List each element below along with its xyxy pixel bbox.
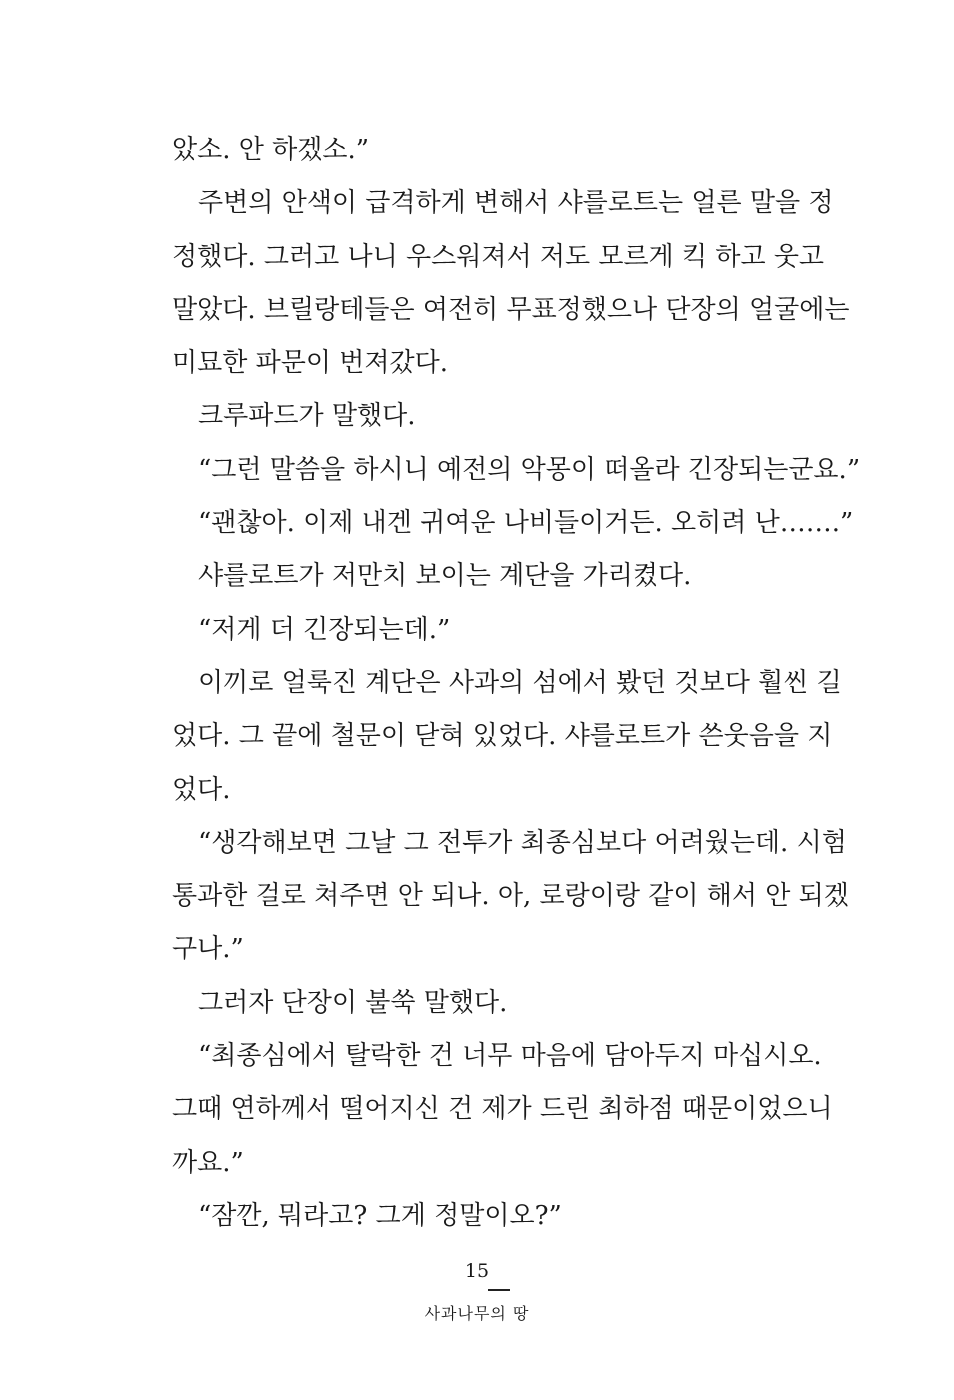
text-line: “잠깐, 뭐라고? 그게 정말이오?”	[198, 1200, 562, 1231]
text-line: “최종심에서 탈락한 건 너무 마음에 담아두지 마십시오.	[198, 1041, 822, 1072]
text-line: “그런 말씀을 하시니 예전의 악몽이 떠올라 긴장되는군요.”	[198, 454, 861, 485]
text-line: 크루파드가 말했다.	[198, 401, 416, 432]
text-line: 주변의 안색이 급격하게 변해서 샤를로트는 얼른 말을 정	[198, 188, 834, 219]
text-line: 었다.	[172, 774, 231, 805]
text-line: “생각해보면 그날 그 전투가 최종심보다 어려웠는데. 시험	[198, 827, 847, 858]
text-line: “괜찮아. 이제 내겐 귀여운 나비들이거든. 오히려 난…….”	[198, 508, 854, 539]
text-line: 그러자 단장이 불쑥 말했다.	[198, 987, 508, 1018]
text-line: 미묘한 파문이 번져갔다.	[172, 348, 448, 379]
body-text	[172, 124, 861, 1243]
text-line: 통과한 걸로 쳐주면 안 되나. 아, 로랑이랑 같이 해서 안 되겠	[172, 881, 849, 912]
text-line: 말았다. 브릴랑테들은 여전히 무표정했으나 단장의 얼굴에는	[172, 294, 850, 325]
text-line: 까요.”	[172, 1147, 244, 1178]
text-line: “저게 더 긴장되는데.”	[198, 614, 451, 645]
book-title: 사과나무의 땅	[424, 1304, 530, 1323]
text-line: 구나.”	[172, 934, 244, 965]
text-line: 샤를로트가 저만치 보이는 계단을 가리켰다.	[198, 561, 692, 592]
text-line: 이끼로 얼룩진 계단은 사과의 섬에서 봤던 것보다 훨씬 길	[198, 667, 842, 698]
footer-divider	[488, 1289, 510, 1291]
page-number: 15	[464, 1260, 490, 1282]
text-line: 었다. 그 끝에 철문이 닫혀 있었다. 샤를로트가 쓴웃음을 지	[172, 721, 833, 752]
text-line: 그때 연하께서 떨어지신 건 제가 드린 최하점 때문이었으니	[172, 1094, 833, 1125]
text-line: 았소. 안 하겠소.”	[172, 135, 370, 165]
text-line: 정했다. 그러고 나니 우스워져서 저도 모르게 킥 하고 웃고	[172, 241, 825, 272]
